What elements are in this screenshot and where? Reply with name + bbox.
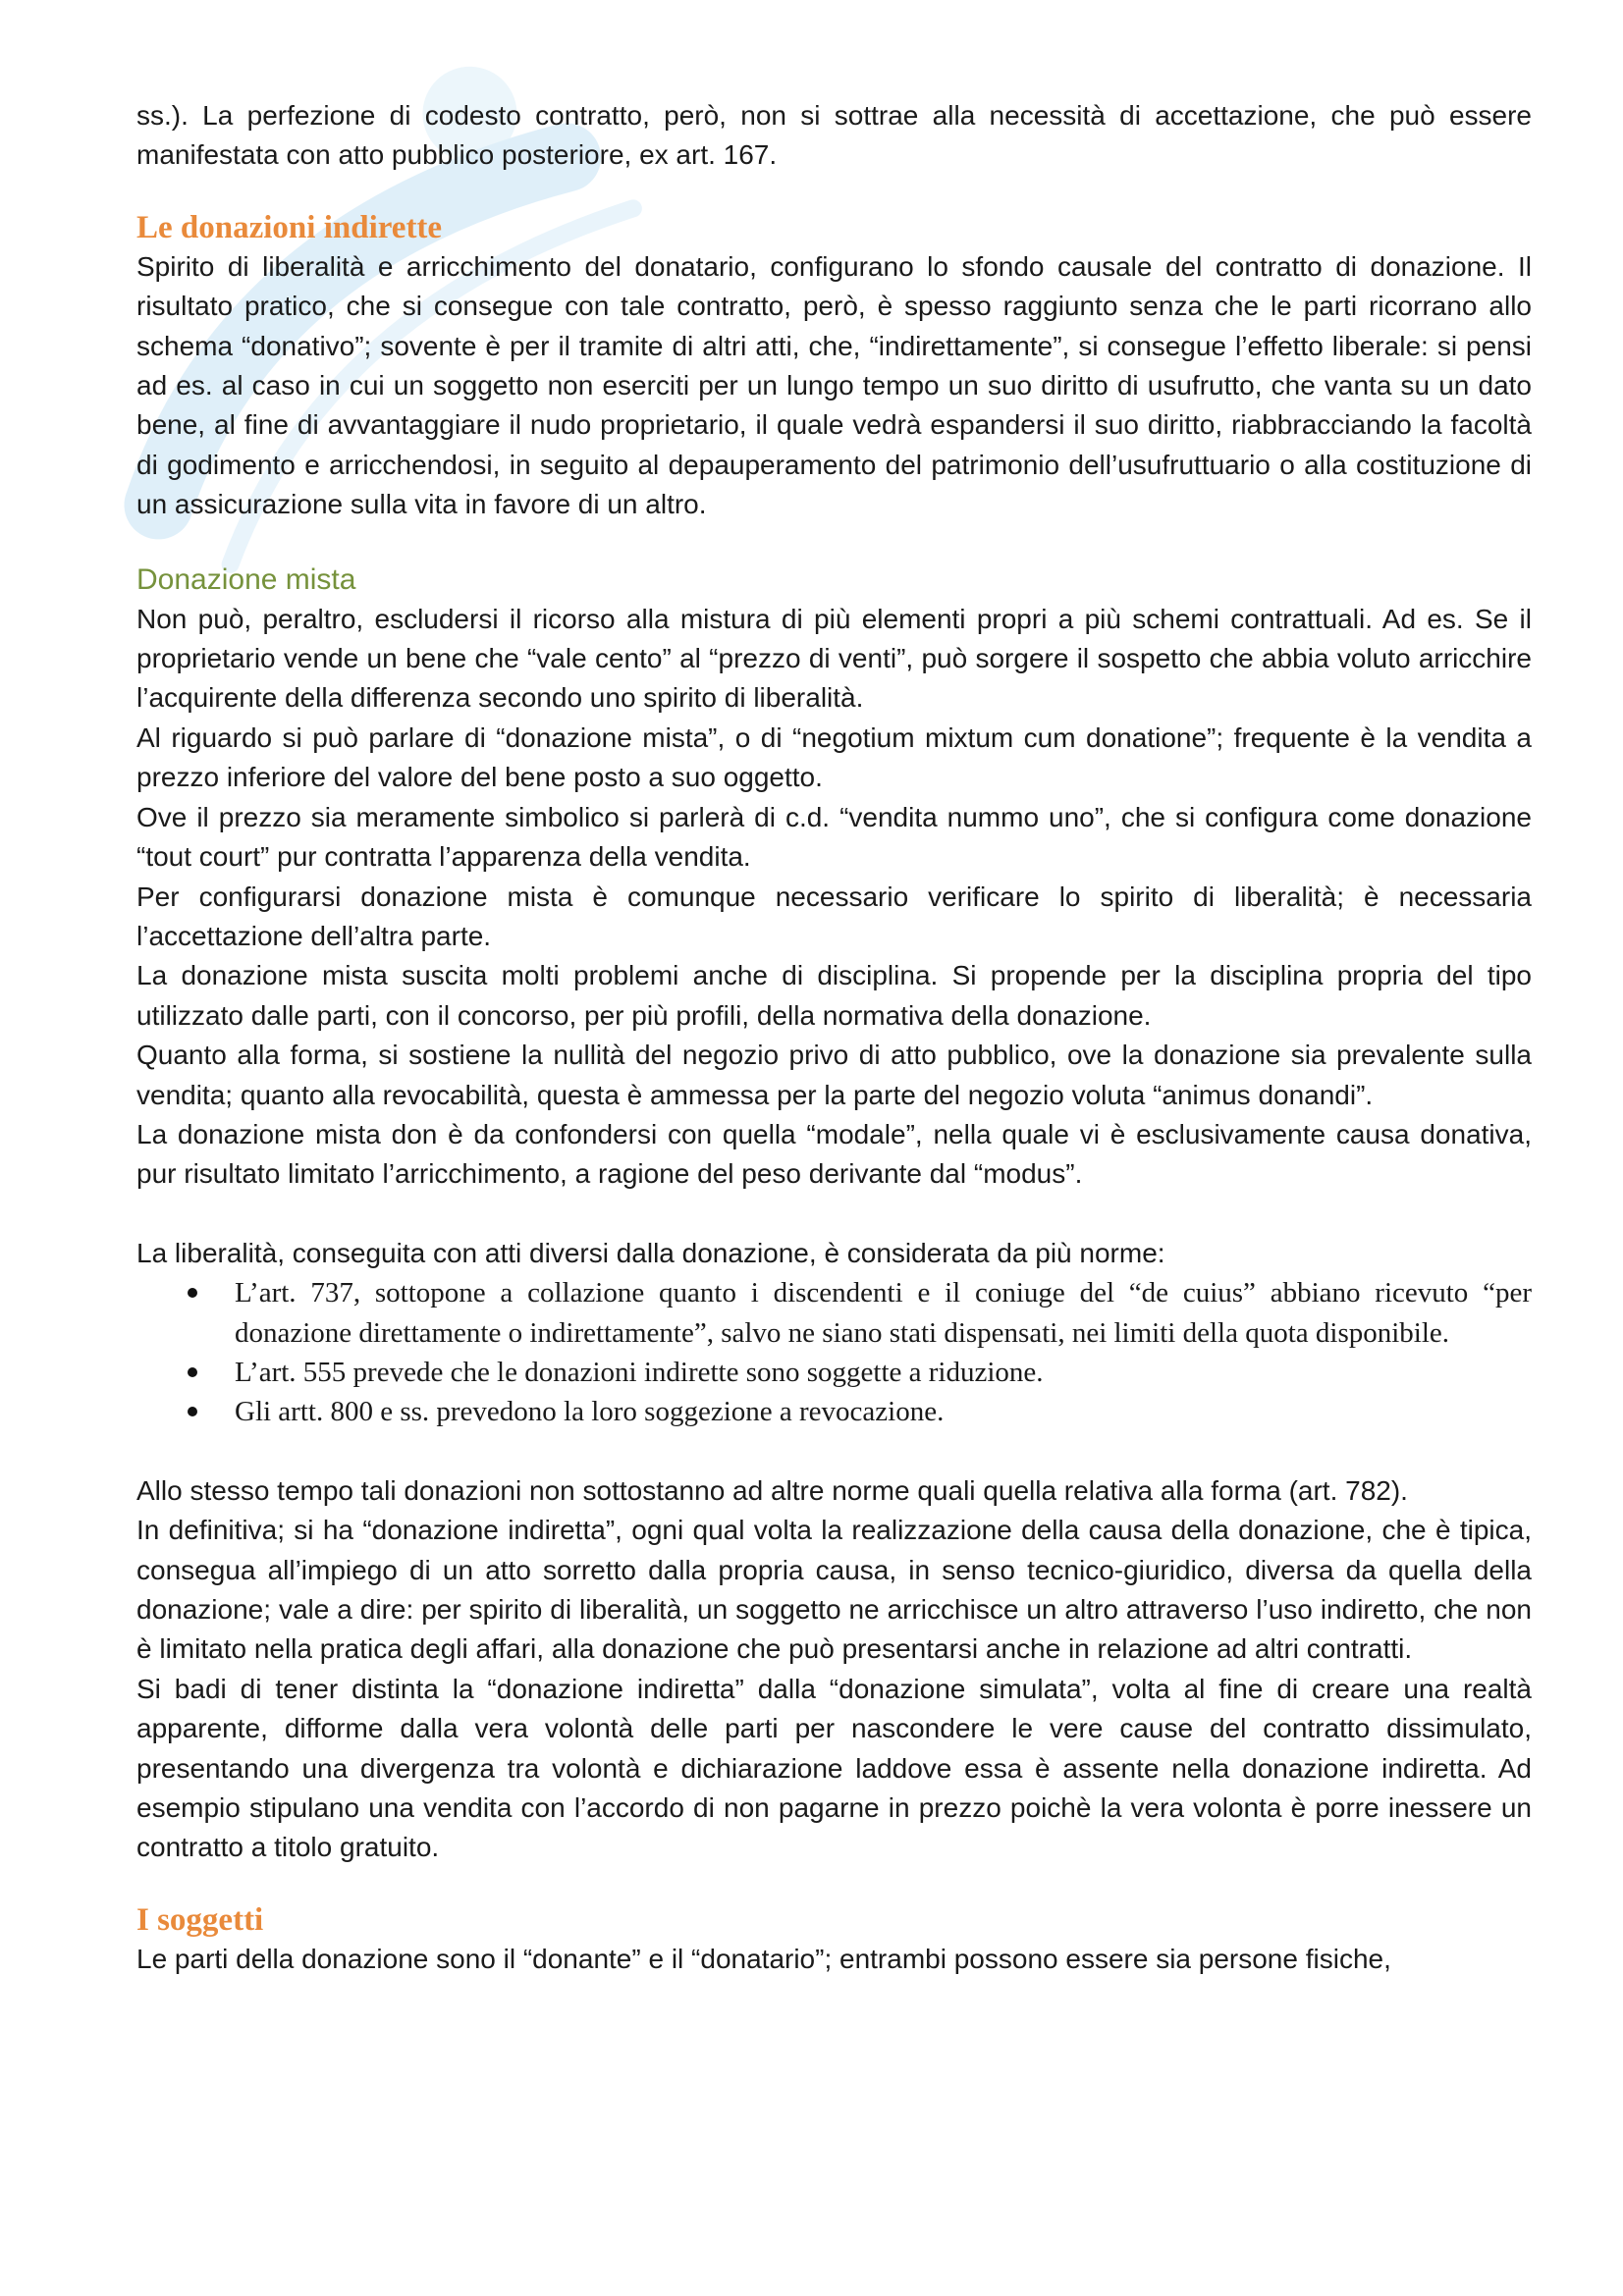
document-page: [136, 96, 1532, 1979]
intro-paragraph: ss.). La perfezione di codesto contratto, però, non si sottrae alla necessità di accettazione, che può essere manifestata con atto pubblico posteriore, ex art. 167.: [136, 100, 1532, 171]
bullet-dot-icon: [188, 1367, 197, 1377]
liberalita-paragraph-3: Si badi di tener distinta la “donazione indiretta” dalla “donazione simulata”, volta al fine di creare una realtà apparente, difforme dalla vera volontà delle parti per nascondere le vere cause del contratto dissimulato, presentando una divergenza tra volontà e dichiarazione laddove essa è assente nella donazione indiretta. Ad esempio stipulano una vendita con l’accordo di non pagarne in prezzo poichè la vera volonta è porre inessere un contratto a titolo gratuito.: [136, 1673, 1532, 1863]
mista-paragraph-3: Ove il prezzo sia meramente simbolico si parlerà di c.d. “vendita nummo uno”, che si configura come donazione “tout court” pur contratta l’apparenza della vendita.: [136, 801, 1532, 873]
bullet-item: [235, 1392, 1532, 1431]
spacer: [136, 1195, 1532, 1234]
mista-paragraph-4: Per configurarsi donazione mista è comunque necessario verificare lo spirito di liberalità; è necessaria l’accettazione dell’altra parte.: [136, 881, 1532, 951]
bullet-dot-icon: [188, 1288, 197, 1298]
bullet-text: Gli artt. 800 e ss. prevedono la loro soggezione a revocazione.: [235, 1396, 945, 1428]
bullet-text: L’art. 555 prevede che le donazioni indirette sono soggette a riduzione.: [235, 1356, 1044, 1388]
heading-i-soggetti: I soggetti: [136, 1901, 264, 1938]
liberalita-intro: La liberalità, conseguita con atti diversi dalla donazione, è considerata da più norme:: [136, 1237, 1165, 1268]
soggetti-paragraph: Le parti della donazione sono il “donante” e il “donatario”; entrambi possono essere sia persone fisiche,: [136, 1943, 1391, 1974]
bullet-item: [235, 1273, 1532, 1353]
mista-paragraph-6: Quanto alla forma, si sostiene la nullità del negozio privo di atto pubblico, ove la donazione sia prevalente sulla vendita; quanto alla revocabilità, questa è ammessa per la parte del negozio voluta “animus donandi”.: [136, 1040, 1532, 1110]
liberalita-paragraph-1: Allo stesso tempo tali donazioni non sottostanno ad altre norme quali quella relativa alla forma (art. 782).: [136, 1474, 1408, 1506]
bullet-dot-icon: [188, 1407, 197, 1416]
norme-bullet-list: [136, 1273, 1532, 1432]
spacer: [136, 1432, 1532, 1471]
heading-donazioni-indirette: Le donazioni indirette: [136, 209, 443, 245]
bullet-text: L’art. 737, sottopone a collazione quanto i discendenti e il coniuge del “de cuius” abbiano ricevuto “per donazione direttamente o indirettamente”, salvo ne siano stati dispensati, nei limiti della quota disponibile.: [235, 1277, 1532, 1349]
mista-paragraph-1: Non può, peraltro, escludersi il ricorso alla mistura di più elementi propri a più schemi contrattuali. Ad es. Se il proprietario vende un bene che “vale cento” al “prezzo di venti”, può sorgere il sospetto che abbia voluto arricchire l’acquirente della differenza secondo uno spirito di liberalità.: [136, 603, 1532, 714]
bullet-item: [235, 1353, 1532, 1392]
mista-paragraph-2: Al riguardo si può parlare di “donazione mista”, o di “negotium mixtum cum donatione”; frequente è la vendita a prezzo inferiore del valore del bene posto a suo oggetto.: [136, 721, 1532, 793]
liberalita-paragraph-2: In definitiva; si ha “donazione indiretta”, ogni qual volta la realizzazione della causa della donazione, che è tipica, consegua all’impiego di un atto sorretto dalla propria causa, in senso tecnico-giuridico, diversa da quella della donazione; vale a dire: per spirito di liberalità, un soggetto ne arricchisce un altro attraverso l’uso indiretto, che non è limitato nella pratica degli affari, alla donazione che può presentarsi anche in relazione ad altri contratti.: [136, 1515, 1532, 1665]
heading-donazione-mista: Donazione mista: [136, 562, 356, 596]
mista-paragraph-5: La donazione mista suscita molti problemi anche di disciplina. Si propende per la disciplina propria del tipo utilizzato dalle parti, con il concorso, per più profili, della normativa della donazione.: [136, 960, 1532, 1031]
mista-paragraph-7: La donazione mista don è da confondersi con quella “modale”, nella quale vi è esclusivamente causa donativa, pur risultato limitato l’arricchimento, a ragione del peso derivante dal “modus”.: [136, 1118, 1532, 1190]
indirette-paragraph: Spirito di liberalità e arricchimento del donatario, configurano lo sfondo causale del contratto di donazione. Il risultato pratico, che si consegue con tale contratto, però, è spesso raggiunto senza che le parti ricorrano allo schema “donativo”; sovente è per il tramite di altri atti, che, “indirettamente”, si consegue l’effetto liberale: si pensi ad es. al caso in cui un soggetto non eserciti per un lungo tempo un suo diritto di usufrutto, che vanta su un dato bene, al fine di avvantaggiare il nudo proprietario, il quale vedrà espandersi il suo diritto, riabbracciando la facoltà di godimento e arricchendosi, in seguito al depauperamento del patrimonio dell’usufruttuario o alla costituzione di un assicurazione sulla vita in favore di un altro.: [136, 250, 1532, 520]
